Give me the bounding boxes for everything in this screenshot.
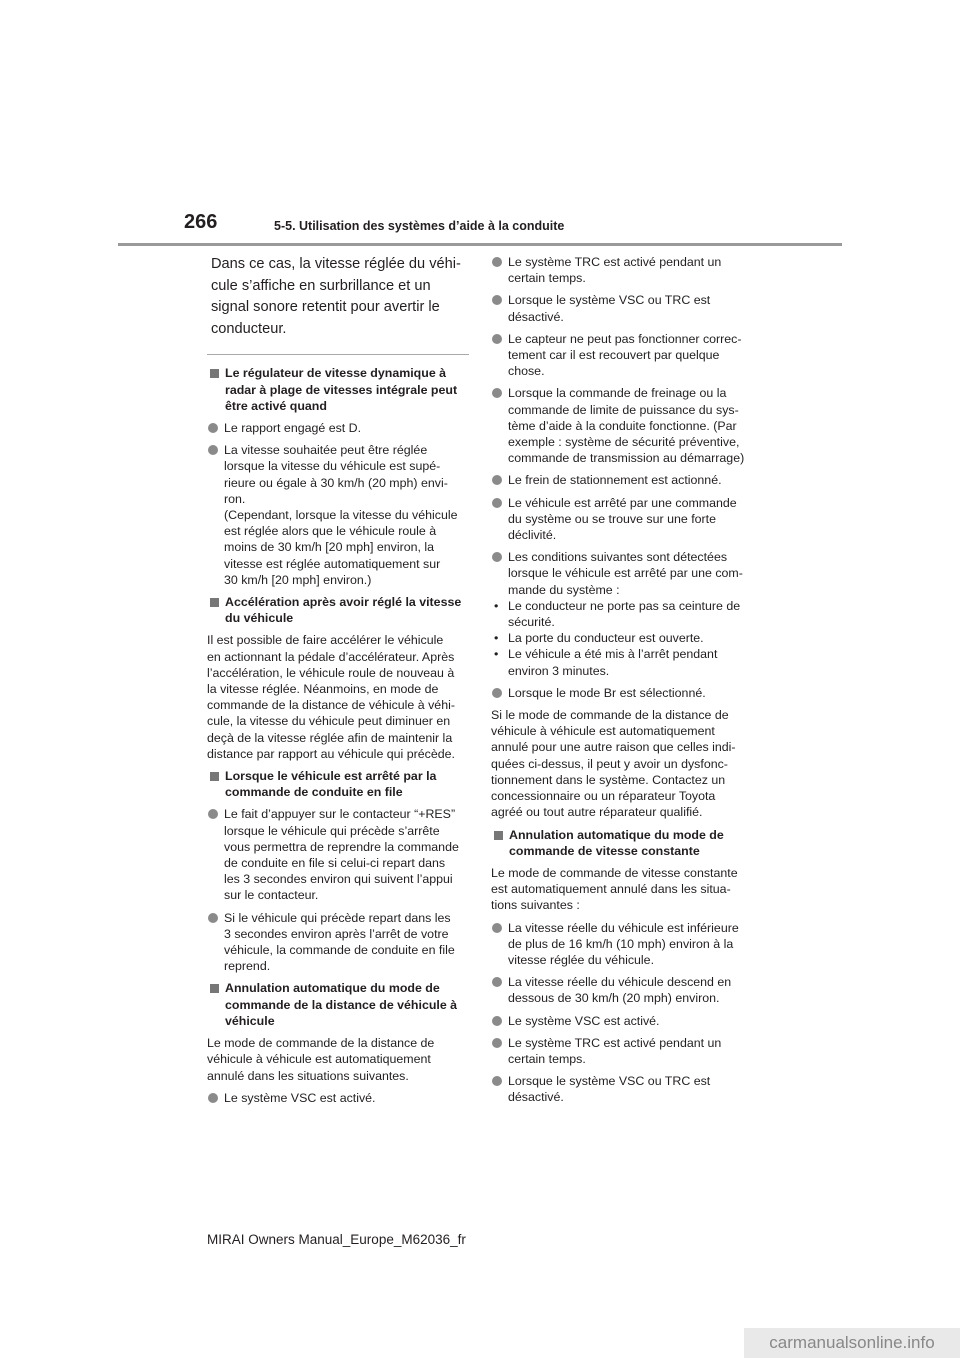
list-item: La vitesse réelle du véhicule est inférieure de plus de 16 km/h (10 mph) environ à la vitesse réglée du véhicule. — [491, 920, 753, 969]
body-paragraph: Le mode de commande de la distance de véhicule à véhicule est automatiquement annulé dans les situations suivantes. — [207, 1036, 435, 1083]
intro-paragraph: Dans ce cas, la vitesse réglée du véhi- cule s’affiche en surbrillance et un signal sonore retentit pour avertir le conducteur. — [211, 256, 461, 337]
header-divider — [118, 243, 842, 246]
body-paragraph: Il est possible de faire accélérer le véhicule en actionnant la pédale d’accélérateur. Après l’accélération, le véhicule roule de nouveau à la vitesse réglée. Néanmoins, en mode de commande de la distance de véhicule à véhi- cule, la vitesse du véhicule peut diminuer en deçà de la vitesse réglée afin de maintenir la distance par rapport au véhicule qui précède. — [207, 633, 455, 761]
watermark: carmanualsonline.info — [744, 1328, 960, 1358]
sub-list — [491, 598, 753, 679]
list-item: Le système TRC est activé pendant un certain temps. — [491, 254, 753, 286]
list-item: Lorsque le système VSC ou TRC est désactivé. — [491, 292, 753, 324]
list-item: La vitesse souhaitée peut être réglée lorsque la vitesse du véhicule est supé- rieure ou égale à 30 km/h (20 mph) envi- ron. (Cependant, lorsque la vitesse du véhicule est réglée alors que le véhicule roule à moins de 30 km/h [20 mph] environ, la vitesse est réglée automatiquement sur 30 km/h [20 mph] environ.) — [207, 442, 469, 588]
list-item: Le capteur ne peut pas fonctionner correc- tement car il est recouvert par quelque chose. — [491, 331, 753, 380]
list-item: La vitesse réelle du véhicule descend en dessous de 30 km/h (20 mph) environ. — [491, 974, 753, 1006]
right-column — [491, 254, 753, 1112]
list-item: Le frein de stationnement est actionné. — [491, 472, 753, 488]
list-item: Les conditions suivantes sont détectées lorsque le véhicule est arrêté par une com- mande du système : — [491, 549, 753, 598]
list-item: Le système VSC est activé. — [491, 1013, 753, 1029]
list-item: Le rapport engagé est D. — [207, 420, 469, 436]
list-item: Si le véhicule qui précède repart dans les 3 secondes environ après l’arrêt de votre véhicule, la commande de conduite en file reprend. — [207, 910, 469, 975]
list-item: Lorsque le système VSC ou TRC est désactivé. — [491, 1073, 753, 1105]
sub-list-item: • La porte du conducteur est ouverte. — [491, 630, 753, 646]
section-divider — [207, 354, 469, 355]
list-item: Le système VSC est activé. — [207, 1090, 469, 1106]
list-item: Le fait d’appuyer sur le contacteur “+RES” lorsque le véhicule qui précède s’arrête vous permettra de reprendre la commande de conduite en file si celui-ci repart dans les 3 secondes environ qui suivent l’appui sur le contacteur. — [207, 806, 469, 903]
footer-text: MIRAI Owners Manual_Europe_M62036_fr — [207, 1232, 466, 1247]
body-paragraph: Le mode de commande de vitesse constante est automatiquement annulé dans les situa- tions suivantes : — [491, 865, 738, 913]
list-item: Lorsque la commande de freinage ou la commande de limite de puissance du sys- tème d’aide à la conduite fonctionne. (Par exemple : système de sécurité préventive, commande de transmission au démarrage) — [491, 385, 753, 466]
list-item: Le véhicule est arrêté par une commande du système ou se trouve sur une forte déclivité. — [491, 495, 753, 544]
section-heading: Le régulateur de vitesse dynamique à radar à plage de vitesses intégrale peut être activé quand — [207, 365, 469, 414]
list-item: Le système TRC est activé pendant un certain temps. — [491, 1035, 753, 1067]
sub-list-item: • Le conducteur ne porte pas sa ceinture de sécurité. — [491, 598, 753, 630]
list-item: Lorsque le mode Br est sélectionné. — [491, 685, 753, 701]
section-heading: Annulation automatique du mode de commande de la distance de véhicule à véhicule — [207, 980, 469, 1029]
section-heading: Annulation automatique du mode de commande de vitesse constante — [491, 827, 753, 859]
section-heading: Lorsque le véhicule est arrêté par la commande de conduite en file — [207, 768, 469, 800]
sub-list-item: • Le véhicule a été mis à l’arrêt pendant environ 3 minutes. — [491, 646, 753, 678]
page-number: 266 — [184, 211, 218, 233]
body-paragraph: Si le mode de commande de la distance de véhicule à véhicule est automatiquement annulé pour une autre raison que celles indi- quées ci-dessus, il peut y avoir un dysfonc- tionnement dans le système. Contactez un concessionnaire ou un réparateur Toyota agréé ou tout autre réparateur qualifié. — [491, 708, 736, 820]
section-title: 5-5. Utilisation des systèmes d’aide à la conduite — [274, 219, 565, 233]
section-heading: Accélération après avoir réglé la vitesse du véhicule — [207, 594, 469, 626]
left-column — [207, 254, 469, 1112]
